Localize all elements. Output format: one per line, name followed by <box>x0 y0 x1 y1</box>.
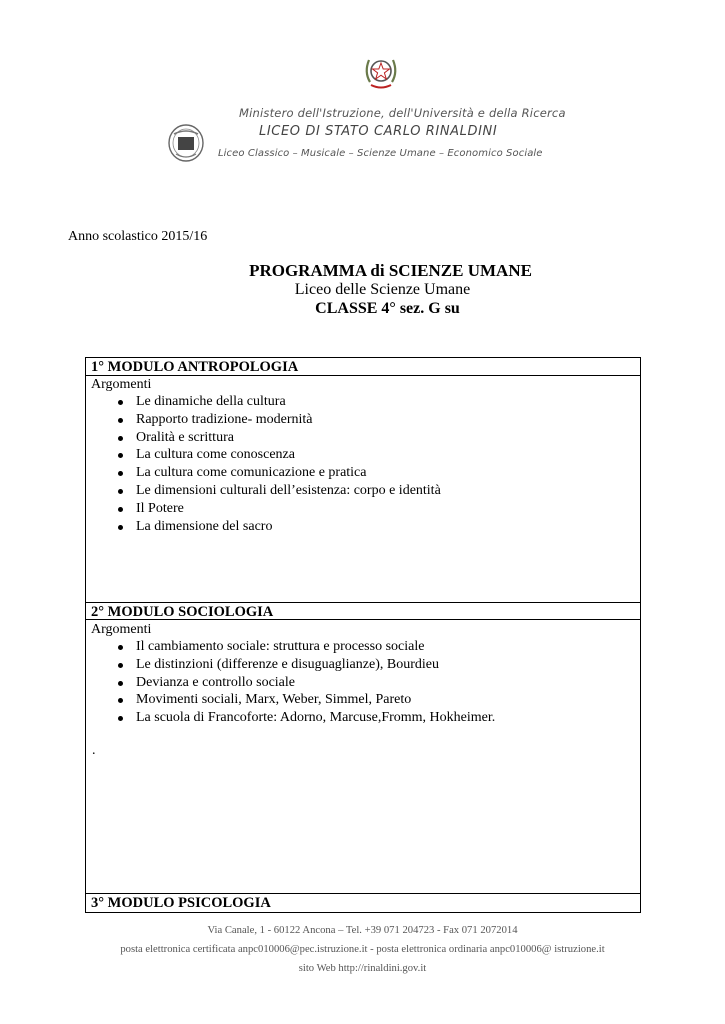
topic-list <box>91 638 640 727</box>
list-item: Oralità e scrittura <box>136 429 640 447</box>
school-name: LICEO DI STATO CARLO RINALDINI <box>259 124 498 139</box>
module-heading: 2° MODULO SOCIOLOGIA <box>86 602 640 620</box>
republic-emblem-icon <box>362 52 400 92</box>
school-year: Anno scolastico 2015/16 <box>68 229 208 244</box>
list-item: Le dinamiche della cultura <box>136 393 640 411</box>
footer-email: posta elettronica certificata anpc010006@pec.istruzione.it - posta elettronica ordinaria anpc010006@ istruzione.it <box>120 943 605 955</box>
list-item: Il Potere <box>136 500 640 518</box>
list-item: Le distinzioni (differenze e disuguaglianze), Bourdieu <box>136 656 640 674</box>
list-item: Le dimensioni culturali dell’esistenza: corpo e identità <box>136 482 640 500</box>
module-body <box>86 621 640 758</box>
footer-address: Via Canale, 1 - 60122 Ancona – Tel. +39 071 204723 - Fax 071 2072014 <box>207 924 518 936</box>
ministry-heading: Ministero dell'Istruzione, dell'Università e della Ricerca <box>239 106 566 120</box>
program-table <box>85 357 641 913</box>
program-class: CLASSE 4° sez. G su <box>315 300 460 317</box>
program-subtitle: Liceo delle Scienze Umane <box>294 281 471 298</box>
topics-label: Argomenti <box>91 377 152 392</box>
program-title: PROGRAMMA di SCIENZE UMANE <box>249 261 532 280</box>
module-body <box>86 376 640 535</box>
list-item: La dimensione del sacro <box>136 518 640 536</box>
list-item: Movimenti sociali, Marx, Weber, Simmel, Pareto <box>136 691 640 709</box>
list-item: Il cambiamento sociale: struttura e processo sociale <box>136 638 640 656</box>
list-item: La cultura come conoscenza <box>136 446 640 464</box>
footer-website: sito Web http://rinaldini.gov.it <box>298 962 427 974</box>
school-logo-icon <box>166 122 206 164</box>
module-heading: 3° MODULO PSICOLOGIA <box>86 893 640 911</box>
list-item: Devianza e controllo sociale <box>136 674 640 692</box>
module-heading: 1° MODULO ANTROPOLOGIA <box>86 358 640 376</box>
list-item: La scuola di Francoforte: Adorno, Marcuse,Fromm, Hokheimer. <box>136 709 640 727</box>
school-tracks: Liceo Classico – Musicale – Scienze Umane – Economico Sociale <box>218 148 543 159</box>
list-item: La cultura come comunicazione e pratica <box>136 464 640 482</box>
topic-list <box>91 393 640 535</box>
list-item: Rapporto tradizione- modernità <box>136 411 640 429</box>
topics-label: Argomenti <box>91 622 152 637</box>
trailing-mark: . <box>92 743 96 758</box>
